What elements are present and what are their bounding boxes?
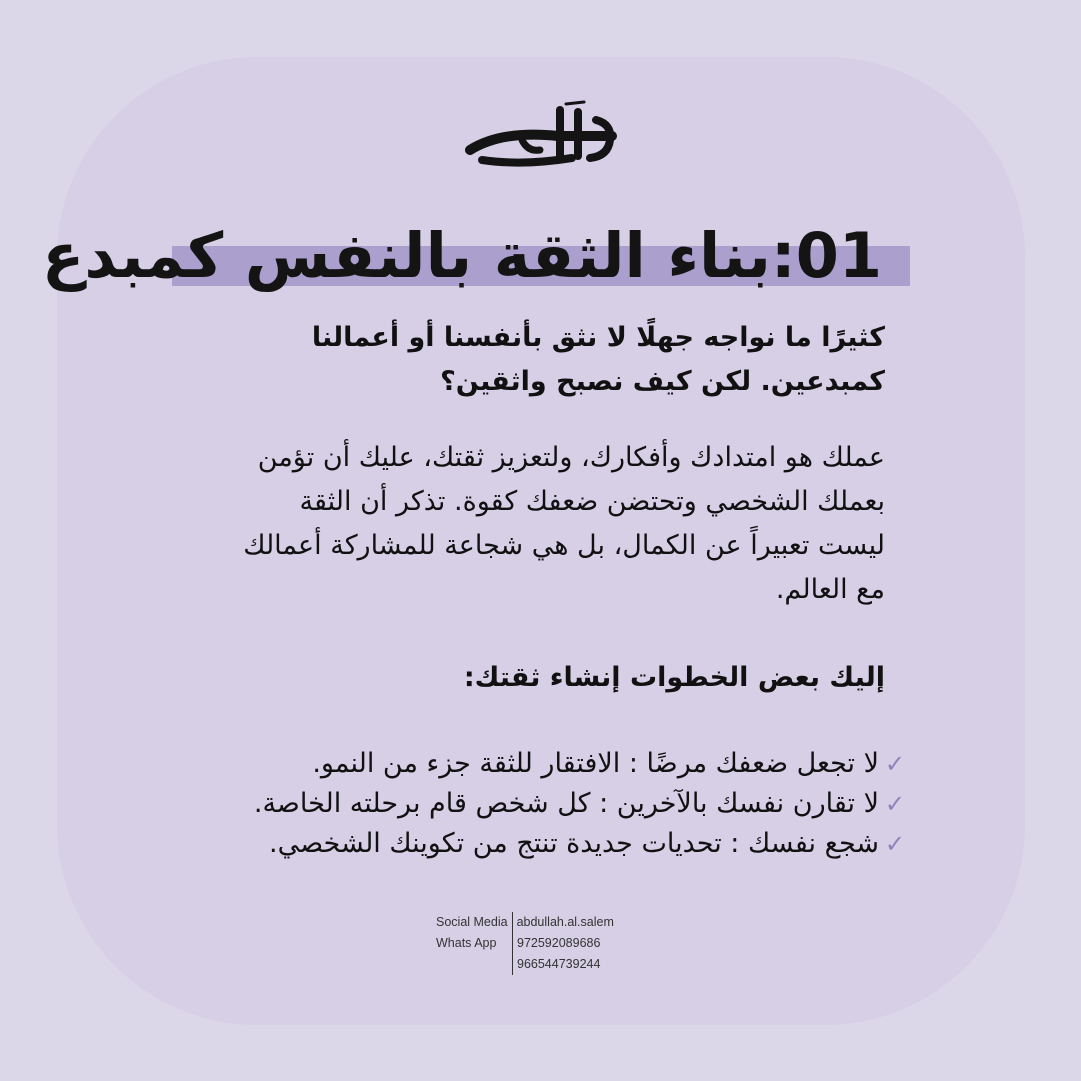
step-text: لا تجعل ضعفك مرضًا : الافتقار للثقة جزء من النمو.	[312, 748, 879, 779]
list-item	[185, 784, 905, 824]
checkmark-icon: ✓	[884, 830, 905, 858]
title-block	[42, 212, 910, 302]
list-item	[185, 744, 905, 784]
steps-heading: إليك بعض الخطوات إنشاء ثقتك:	[463, 662, 885, 693]
social-row	[436, 912, 614, 933]
contact-info	[436, 912, 614, 975]
whatsapp-row	[436, 933, 614, 954]
calligraphy-logo	[462, 100, 622, 172]
checkmark-icon: ✓	[884, 750, 905, 778]
social-label: Social Media	[436, 915, 508, 929]
step-text: لا تقارن نفسك بالآخرين : كل شخص قام برحلته الخاصة.	[253, 788, 879, 819]
logo-graphic	[462, 100, 622, 172]
whatsapp-row-2	[436, 954, 614, 975]
phone-number: 966544739244	[512, 954, 600, 975]
step-text: شجع نفسك : تحديات جديدة تنتج من تكوينك الشخصي.	[269, 828, 879, 859]
page-title: 01:بناء الثقة بالنفس كمبدع	[42, 219, 882, 292]
whatsapp-label: Whats App	[436, 936, 497, 950]
phone-number: 972592089686	[512, 933, 600, 954]
social-handle: abdullah.al.salem	[512, 912, 614, 933]
steps-list	[185, 744, 905, 864]
checkmark-icon: ✓	[884, 790, 905, 818]
intro-text: كثيرًا ما نواجه جهلًا لا نثق بأنفسنا أو أعمالنا كمبدعين. لكن كيف نصبح واثقين؟	[311, 322, 885, 397]
list-item	[185, 824, 905, 864]
body-paragraph: عملك هو امتدادك وأفكارك، ولتعزيز ثقتك، عليك أن تؤمن بعملك الشخصي وتحتضن ضعفك كقوة. تذكر أن الثقة ليست تعبيراً عن الكمال، بل هي شجاعة للمشاركة أعمالك مع العالم.	[243, 442, 885, 605]
